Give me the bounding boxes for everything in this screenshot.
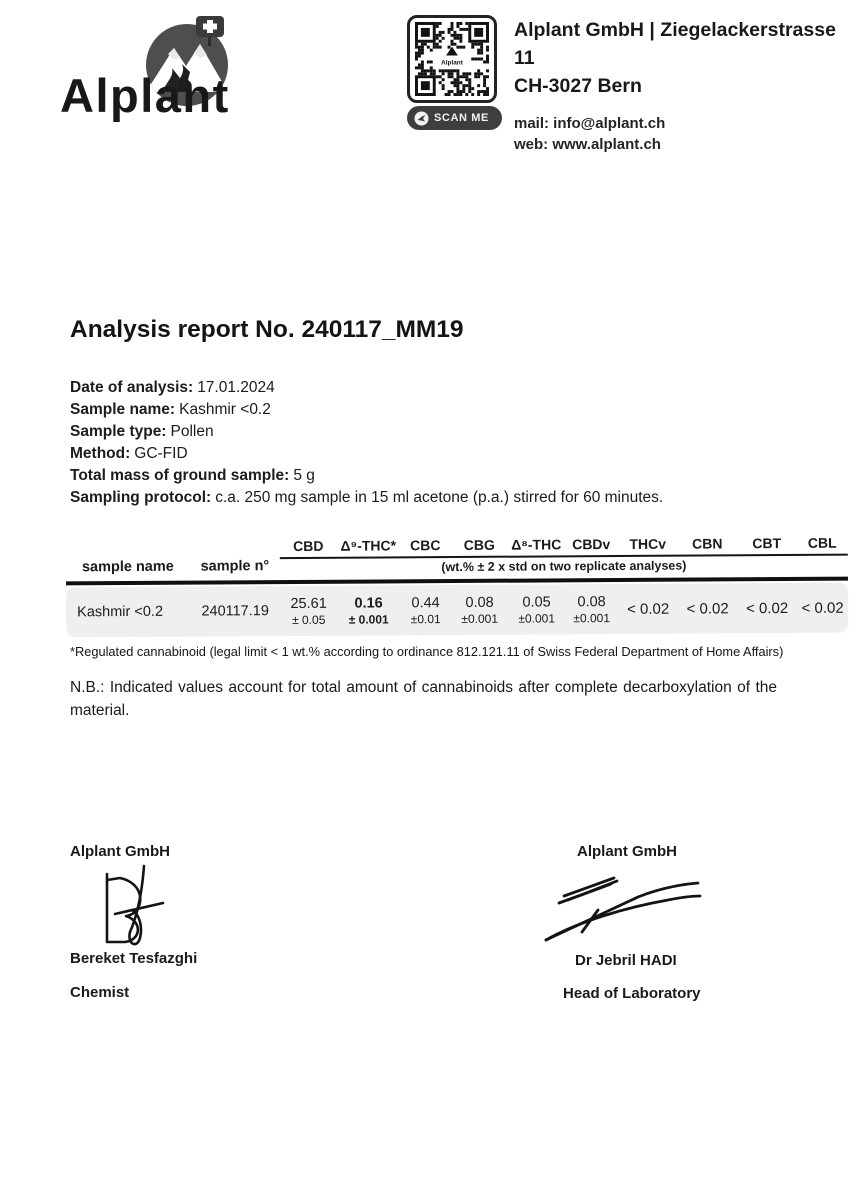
svg-text:Alplant: Alplant [441,59,463,67]
col-header-cbc: CBC [410,537,441,554]
table-row [66,583,848,638]
col-header-sample-name: sample name [81,558,174,576]
results-table-header [66,535,848,586]
meta-sample-type-value: Pollen [170,423,214,440]
right-signature-name: Dr Jebril HADI [575,952,677,969]
cell-d8thc [508,594,565,625]
regulated-cannabinoid-footnote: *Regulated cannabinoid (legal limit < 1 wt.% according to ordinance 812.121.11 of Swiss Federal Department of Home Affairs) [70,644,784,659]
col-header-cbt: CBT [752,535,782,552]
nb-note: N.B.: Indicated values account for total amount of cannabinoids after complete decarboxylation of the material. [70,679,777,719]
cbdv-std: ±0.001 [573,610,611,625]
col-header-cbg: CBG [463,536,495,553]
cell-sample-name: Kashmir <0.2 [77,603,164,621]
d8thc-value: 0.05 [522,593,551,611]
cell-cbl: < 0.02 [801,599,844,617]
col-header-d9thc: Δ⁹-THC* [340,537,397,554]
scan-icon [414,111,429,126]
col-header-cbd: CBD [293,537,324,555]
right-signature-role: Head of Laboratory [563,985,701,1002]
cell-cbg [451,594,508,625]
meta-sample-name-value: Kashmir <0.2 [179,401,271,418]
report-title: Analysis report No. 240117_MM19 [70,316,464,343]
company-name-address: Alplant GmbH | Ziegelackerstrasse 11 [514,19,836,69]
cbd-std: ± 0.05 [292,612,326,627]
cell-cbd [280,595,337,626]
cbdv-value: 0.08 [577,593,606,610]
meta-date-label: Date of analysis: [70,379,194,396]
head-of-laboratory-signature [538,870,710,948]
meta-protocol [70,487,663,509]
cell-cbn: < 0.02 [686,599,729,618]
cbg-value: 0.08 [465,594,494,611]
d8thc-std: ±0.001 [518,610,556,626]
meta-sample-name-label: Sample name: [70,401,176,418]
col-header-cbl: CBL [807,534,837,551]
cbc-value: 0.44 [411,594,440,611]
meta-method [70,443,663,465]
left-signature-role: Chemist [70,984,130,1001]
meta-method-label: Method: [70,445,131,462]
company-mail: mail: info@alplant.ch [514,115,666,132]
qr-code [407,15,497,103]
cell-cbc [400,595,451,626]
col-header-sample-no: sample n° [200,558,270,575]
scan-me-label: SCAN ME [434,112,489,124]
meta-sample-name [70,399,663,421]
right-signature-company: Alplant GmbH [577,843,677,860]
results-table [66,535,849,638]
left-signature-company: Alplant GmbH [70,843,170,860]
alplant-logo-wordmark: Alplant [60,69,230,122]
meta-mass-label: Total mass of ground sample: [70,467,290,484]
meta-date [70,377,663,399]
col-header-thcv: THCv [629,535,667,552]
col-header-cbn: CBN [692,535,723,552]
d9thc-value: 0.16 [354,594,383,612]
cbg-std: ±0.001 [461,611,499,626]
left-signature-name: Bereket Tesfazghi [70,950,198,967]
qr-code-pattern [414,22,490,101]
cbc-std: ±0.01 [410,611,441,626]
meta-mass [70,465,663,487]
meta-sample-type [70,421,663,443]
unit-note: (wt.% ± 2 x std on two replicate analyses) [280,554,848,579]
col-header-d8thc: Δ⁸-THC [511,536,562,553]
report-metadata [70,377,663,509]
company-city: CH-3027 Bern [514,75,642,97]
company-address-block [514,16,859,155]
cell-cbt: < 0.02 [746,599,789,617]
meta-date-value: 17.01.2024 [197,379,275,396]
cell-d9thc [337,595,400,626]
cell-thcv: < 0.02 [627,600,670,618]
scan-me-badge [407,106,502,130]
col-header-cbdv: CBDv [572,536,611,553]
meta-sample-type-label: Sample type: [70,423,167,440]
meta-method-value: GC-FID [134,445,188,462]
cbd-value: 25.61 [290,595,327,612]
cell-cbdv [565,594,618,625]
company-web: web: www.alplant.ch [514,136,661,153]
meta-protocol-label: Sampling protocol: [70,489,212,506]
d9thc-std: ± 0.001 [348,611,389,627]
meta-protocol-value: c.a. 250 mg sample in 15 ml acetone (p.a.) stirred for 60 minutes. [215,489,664,506]
meta-mass-value: 5 g [293,467,315,484]
chemist-signature [92,862,184,950]
cell-sample-no: 240117.19 [201,603,269,620]
